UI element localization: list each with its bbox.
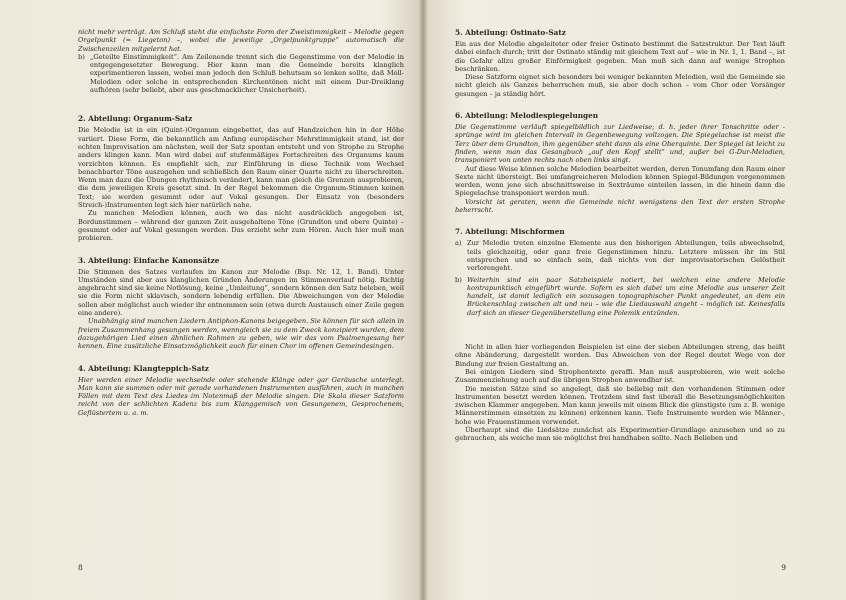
- paragraph: Hier werden einer Melodie wechselnde oder stehende Klänge oder gar Geräusche unterlegt. Man kann sie summen oder mit gerade vorhandenen Instrumenten ausführen, auch in manchen Fällen mit dem Text des Liedes im Notenmaß der Melodie singen. Die Skala dieser Satzform reicht von der schlichten Kadenz bis zum Klanggemisch von Gesungenem, Gesprochenem, Geflüstertem u. a. m.: [78, 375, 404, 417]
- paragraph: Zur Melodie treten einzelne Elemente aus den bisherigen Abteilungen, teils abwechselnd, teils gleichzeitig, oder ganz freie Gegenstimmen hinzu. Letztere müssen ihr im Stil entsprechen und so einfach sein, daß nichts von der improvisatorischen Gelöstheit verlorengeht.: [467, 239, 785, 273]
- paragraph: Die Gegenstimme verläuft spiegelbildlich zur Liedweise; d. h. jeder ihrer Tonschritte oder -sprünge wird im gleichen Intervall in Gegenbewegung vollzogen. Die Spiegelachse ist meist die Terz über dem Grundton, ihm gegenüber steht dann als eine Oberquinte. Der Spiegel ist leicht zu finden, wenn man das Gesangbuch „auf den Kopf stellt“ und, außer bei G-Dur-Melodien, transponiert von unten rechts nach oben links singt.: [455, 123, 785, 165]
- section-heading: 4. Abteilung: Klangteppich-Satz: [78, 363, 209, 373]
- paragraph: Diese Satzform eignet sich besonders bei weniger bekannten Melodien, weil die Gemeinde sie nicht gleich als Ganzes beherrschen muß, sie aber doch schon – vom Chor oder Vorsänger gesungen – ja ständig hört.: [455, 73, 785, 98]
- right-page: [423, 0, 846, 600]
- page-number: 9: [781, 563, 786, 572]
- paragraph: Überhaupt sind die Liedsätze zunächst als Experimentier-Grundlage anzusehen und so zu gebrauchen, als weiche man sie möglichst frei handhaben sollte. Nach Belieben und: [455, 425, 785, 443]
- paragraph: Nicht in allen hier vorliegenden Beispielen ist eine der sieben Abteilungen streng, das heißt ohne Abänderung, dargestellt worden. Das Abweichen von der Regel deutet Wege von der Bindung zur freien Gestaltung an.: [455, 343, 785, 368]
- paragraph: Vorsicht ist geraten, wenn die Gemeinde nicht wenigstens den Text der ersten Strophe beherrscht.: [455, 197, 785, 215]
- paragraph: Weiterhin sind ein paar Satzbeispiele notiert, bei welchen eine andere Melodie kontrapunktisch eingeführt wurde. Sofern es sich dabei um eine Melodie aus unserer Zeit handelt, ist damit lediglich ein sozusagen topographischer Punkt angedeutet, an dem ein Brückenschlag zwischen alt und neu – wie die Liedauswahl angeht – möglich ist. Keinesfalls darf sich an dieser Gegenüberstellung eine Polemik entzünden.: [467, 275, 785, 317]
- paragraph: „Geteilte Einstimmigkeit“. Am Zeilenende trennt sich die Gegenstimme von der Melodie in entgegengesetzter Bewegung. Hier kann man die Gemeinde bereits klanglich experimentieren lassen, wobei man jedoch den Schluß behutsam so lenken sollte, daß Moll-Melodien oder solche in entsprechenden Kirchentönen nicht mit einem Dur-Dreiklang aufhören (sehr beliebt, aber aus geschmacklicher Unsicherheit).: [90, 52, 404, 95]
- paragraph: Die Stimmen des Satzes verlaufen im Kanon zur Melodie (Bsp. Nr. 12, 1. Band). Unter Umständen sind aber aus klanglichen Gründen Änderungen im Stimmenverlauf nötig. Richtig angebracht sind sie keine Notlösung, keine „Umleitung“, sondern können den Satz beleben, weil sie die Form nicht sklavisch, sondern lebendig erfüllen. Die Abweichungen von der Melodie sollen aber möglichst auch wieder ihr entnommen sein (etwa durch Austausch einer Zeile gegen eine andere).: [78, 267, 404, 318]
- section-heading: 6. Abteilung: Melodiespiegelungen: [455, 111, 599, 121]
- paragraph: Die meisten Sätze sind so angelegt, daß sie beliebig mit den vorhandenen Stimmen oder Instrumenten besetzt werden können. Trotzdem sind fast überall die Besetzungsmöglichkeiten zwischen Klammer angegeben. Man kann jeweils mit einem Blick die günstigste (um z. B. wenige Männerstimmen einsetzen zu können) erkennen kann. Tiefe Instrumente werden wie Männer-, hohe wie Frauenstimmen verwendet.: [455, 384, 785, 426]
- paragraph: Auf diese Weise können solche Melodien bearbeitet werden, deren Tonumfang den Raum einer Sexte nicht übersteigt. Bei umfangreicheren Melodien können Spiegel-Bildungen vorgenommen werden, wenn jene sich abschnittsweise in Sexträume einteilen lassen, in die hinein dann die Spiegelachse transponiert werden muß.: [455, 164, 785, 198]
- list-item-label: a): [455, 239, 462, 248]
- section-heading: 7. Abteilung: Mischformen: [455, 227, 565, 237]
- paragraph: nicht mehr verträgt. Am Schluß steht die einfachste Form der Zweistimmigkeit – Melodie gegen Orgelpunkt (= Liegeton) –, wobei die jeweilige „Orgelpunktgruppe“ automatisch die Zwischenzeilen mitgelernt hat.: [78, 28, 404, 53]
- right-page-text: [455, 28, 785, 443]
- page-number: 8: [78, 563, 83, 572]
- paragraph: Bei einigen Liedern sind Strophentexte geraffi. Man muß ausprobieren, wie weit solche Zusammenziehung auch auf die übrigen Strophen anwendbar ist.: [455, 367, 785, 385]
- left-page-text: [78, 28, 404, 417]
- list-item-label: b): [455, 275, 462, 284]
- list-item: [455, 276, 785, 317]
- paragraph: Unabhängig sind manchen Liedern Antiphon-Kanons beigegeben. Sie können für sich allein in freiem Zusammenhang gesungen werden, wenngleich sie zu dem Zweck konzipiert wurden, dem dazugehörigen Lied einen ähnlichen Rahmen zu geben, wie wir das vom Psalmengesang her kennen. Eine zusätzliche Einsatzmöglichkeit auch für einen Chor im offenen Gemeindesingen.: [78, 317, 404, 351]
- book-gutter: [418, 0, 428, 600]
- section-heading: 5. Abteilung: Ostinato-Satz: [455, 28, 566, 37]
- list-item: [78, 53, 404, 94]
- list-item-label: b): [78, 52, 85, 61]
- section-heading: 2. Abteilung: Organum-Satz: [78, 114, 193, 124]
- paragraph: Ein aus der Melodie abgeleiteter oder freier Ostinato bestimmt die Satzstruktur. Der Text läuft dabei einfach durch; tritt der Ostinato ständig mit gleichem Text auf – wie in Nr. 1, 1. Band –, ist die Gefahr allzu großer Einförmigkeit gegeben. Man muß sich dann auf wenige Strophen beschränken.: [455, 40, 785, 73]
- paragraph: Die Melodie ist in ein (Quint-)Organum eingebettet, das auf Handzeichen hin in der Höhe variiert. Diese Form, die bekanntlich am Anfang europäischer Mehrstimmigkeit stand, ist der echten Improvisation am nächsten, weil der Satz spontan entsteht und von Strophe zu Strophe anders klingen kann. Man wird dabei auf stufenmäßiges Fortschreiten des Organums kaum verzichten können. Es empfiehlt sich, zur Einführung in diese Technik vom Wechsel benachbarter Töne auszugehen und schließlich den Raum einer Quarte nicht zu überschreiten. Wenn man dazu die Übungen rhythmisch verändert, kann man gleich die Grenzen ausprobieren, die dem jeweiligen Kreis gesetzt sind. In der Regel bekommen die Organum-Stimmen keinen Text; sie werden gesummt oder auf Vokal gesungen. Der Einsatz von (besonders Streich-)Instrumenten legt sich hier natürlich nahe.: [78, 126, 404, 210]
- list-item: [455, 239, 785, 272]
- section-heading: 3. Abteilung: Einfache Kanonsätze: [78, 255, 220, 265]
- paragraph: Zu manchen Melodien können, auch wo das nicht ausdrücklich angegeben ist, Bordunstimmen – während der ganzen Zeit ausgehaltene Töne (Grundton und obere Quinte) – gesummt oder auf Vokal gesungen werden. Das erzieht sehr zum Hören. Auch hier muß man probieren.: [78, 209, 404, 243]
